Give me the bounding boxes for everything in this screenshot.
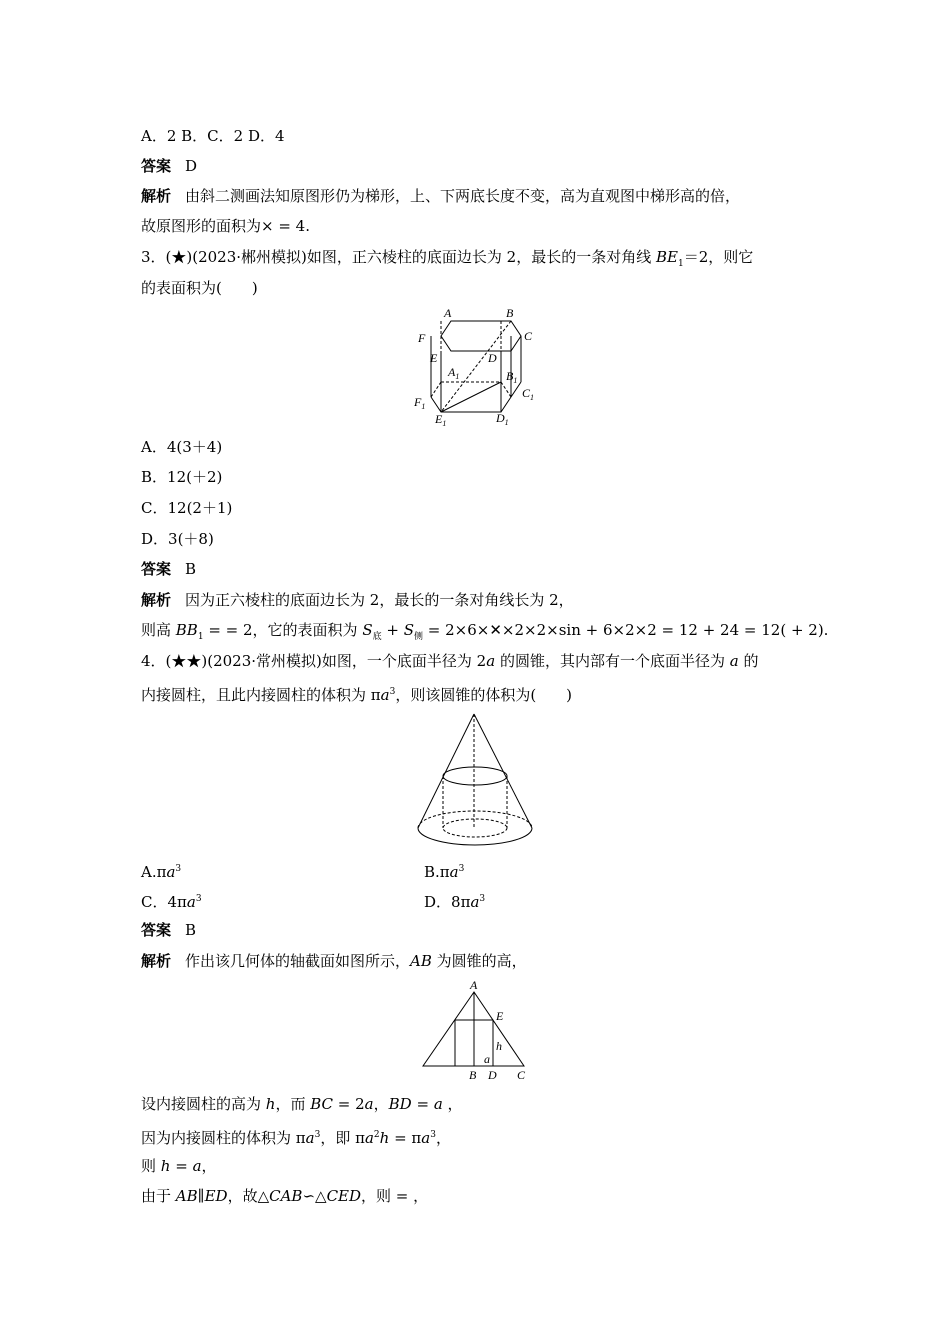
var-a: a bbox=[433, 1095, 443, 1113]
text: 为圆锥的高， bbox=[431, 952, 527, 970]
var-BB: BB bbox=[175, 621, 198, 639]
label-C1: $C_1$ bbox=[522, 386, 535, 402]
text: ，故△ bbox=[227, 1187, 270, 1205]
text: = bbox=[170, 1157, 193, 1175]
var-S: S bbox=[403, 621, 415, 639]
text: 内接圆柱，且此内接圆柱的体积为 π bbox=[141, 686, 381, 704]
sup: 3 bbox=[175, 864, 182, 874]
var-a: a bbox=[186, 893, 196, 911]
label-A: A bbox=[444, 306, 452, 320]
label-A1: $A_1$ bbox=[448, 365, 460, 381]
text: 设内接圆柱的高为 bbox=[141, 1095, 266, 1113]
var-BC: BC bbox=[310, 1095, 334, 1113]
q3-stem-2: 的表面积为( ) bbox=[141, 279, 258, 297]
var-a: a bbox=[729, 652, 739, 670]
var-ED: ED bbox=[204, 1187, 228, 1205]
answer-value: D bbox=[185, 157, 198, 175]
answer-label: 答案 bbox=[141, 560, 172, 578]
analysis-label: 解析 bbox=[141, 591, 172, 609]
var-a: a bbox=[380, 686, 390, 704]
q4-set-line bbox=[141, 1094, 463, 1114]
q3-stem-text: 3．(★)(2023·郴州模拟)如图，正六棱柱的底面边长为 2，最长的一条对角线 bbox=[141, 248, 656, 266]
text: A.π bbox=[141, 863, 167, 881]
var-BE: BE bbox=[655, 248, 678, 266]
q3-analysis-1 bbox=[141, 590, 574, 610]
text: 则 bbox=[141, 1157, 161, 1175]
text: = = 2，它的表面积为 bbox=[203, 621, 363, 639]
analysis-label: 解析 bbox=[141, 187, 172, 205]
label-B: B bbox=[506, 306, 514, 320]
cross-section-figure bbox=[418, 978, 533, 1084]
sup: 3 bbox=[458, 864, 465, 874]
text: ，而 bbox=[275, 1095, 311, 1113]
var-a: a bbox=[192, 1157, 202, 1175]
label-D1: $D_1$ bbox=[496, 411, 509, 427]
sup: 3 bbox=[430, 1130, 436, 1140]
sup: 3 bbox=[314, 1130, 321, 1140]
text: 作出该几何体的轴截面如图所示， bbox=[185, 952, 411, 970]
analysis-label: 解析 bbox=[141, 952, 172, 970]
var-AB: AB bbox=[175, 1187, 198, 1205]
text: + bbox=[381, 621, 404, 639]
var-a: a bbox=[305, 1129, 315, 1147]
q4-stem-2 bbox=[141, 682, 572, 705]
text: = bbox=[411, 1095, 434, 1113]
label-D: D bbox=[488, 1068, 497, 1082]
q4-volume-line bbox=[141, 1125, 451, 1148]
q4-option-b bbox=[424, 859, 464, 882]
text: = 2 bbox=[333, 1095, 365, 1113]
q2-analysis-2: 故原图形的面积为× = 4. bbox=[141, 217, 310, 235]
var-AB: AB bbox=[410, 952, 432, 970]
var-a: a bbox=[364, 1129, 374, 1147]
text: 4．(★★)(2023·常州模拟)如图，一个底面半径为 2 bbox=[141, 652, 487, 670]
q4-stem-1 bbox=[141, 651, 758, 671]
var-CED: CED bbox=[326, 1187, 362, 1205]
label-C: C bbox=[524, 329, 533, 343]
q2-answer bbox=[141, 156, 197, 176]
answer-label: 答案 bbox=[141, 921, 172, 939]
sup: 3 bbox=[195, 894, 202, 904]
answer-label: 答案 bbox=[141, 157, 172, 175]
text: ， bbox=[373, 1095, 389, 1113]
label-A: A bbox=[470, 978, 478, 992]
sub: 1 bbox=[677, 259, 684, 269]
label-E: E bbox=[496, 1009, 504, 1023]
label-C: C bbox=[517, 1068, 526, 1082]
analysis-text: 因为正六棱柱的底面边长为 2，最长的一条对角线长为 2， bbox=[185, 591, 574, 609]
var-h: h bbox=[160, 1157, 171, 1175]
q3-answer bbox=[141, 559, 196, 579]
sup: 3 bbox=[389, 687, 396, 697]
text: ，则该圆锥的体积为( ) bbox=[395, 686, 573, 704]
var-a: a bbox=[486, 652, 496, 670]
text: 因为内接圆柱的体积为 π bbox=[141, 1129, 306, 1147]
text: ， bbox=[435, 1129, 451, 1147]
q4-option-a bbox=[141, 859, 181, 882]
label-h: h bbox=[496, 1039, 502, 1053]
q4-then-line bbox=[141, 1156, 217, 1176]
label-F1: $F_1$ bbox=[414, 395, 426, 411]
label-B: B bbox=[469, 1068, 477, 1082]
analysis-text: 由斜二测画法知原图形仍为梯形，上、下两底长度不变，高为直观图中梯形高的倍， bbox=[185, 187, 741, 205]
text: 则高 bbox=[141, 621, 176, 639]
text: C．4π bbox=[141, 893, 187, 911]
q2-analysis-1 bbox=[141, 186, 740, 206]
text: ∥ bbox=[197, 1187, 205, 1205]
var-h: h bbox=[379, 1129, 390, 1147]
q3-option-d: D．3(＋8) bbox=[141, 530, 214, 548]
var-BD: BD bbox=[388, 1095, 412, 1113]
text: = π bbox=[389, 1129, 422, 1147]
hexagonal-prism-figure bbox=[410, 302, 555, 432]
text: B.π bbox=[424, 863, 450, 881]
q3-stem-tail: ＝2，则它 bbox=[683, 248, 754, 266]
var-a: a bbox=[364, 1095, 374, 1113]
q4-similar-line bbox=[141, 1186, 428, 1206]
sup: 3 bbox=[479, 894, 486, 904]
q2-options: A．2 B．C．2 D．4 bbox=[141, 127, 285, 145]
q3-option-a: A．4(3＋4) bbox=[141, 438, 223, 456]
var-h: h bbox=[265, 1095, 276, 1113]
q3-stem-1 bbox=[141, 247, 753, 274]
text: ， bbox=[442, 1095, 463, 1113]
label-E1: $E_1$ bbox=[435, 412, 447, 428]
answer-value: B bbox=[185, 560, 197, 578]
q3-option-b: B．12(＋2) bbox=[141, 468, 223, 486]
label-E: E bbox=[430, 351, 438, 365]
var-CAB: CAB bbox=[269, 1187, 303, 1205]
sub: 侧 bbox=[414, 632, 424, 642]
text: D．8π bbox=[424, 893, 471, 911]
q4-option-c bbox=[141, 889, 202, 912]
var-S: S bbox=[362, 621, 373, 639]
answer-value: B bbox=[185, 921, 197, 939]
q4-option-d bbox=[424, 889, 485, 912]
q3-option-c: C．12(2＋1) bbox=[141, 499, 233, 517]
text: ，即 π bbox=[320, 1129, 365, 1147]
sub: 底 bbox=[372, 632, 382, 642]
label-a: a bbox=[484, 1052, 490, 1066]
text: 由于 bbox=[141, 1187, 176, 1205]
text: 的圆锥，其内部有一个底面半径为 bbox=[495, 652, 730, 670]
label-D: D bbox=[488, 351, 497, 365]
label-B1: $B_1$ bbox=[506, 369, 518, 385]
var-a: a bbox=[421, 1129, 431, 1147]
text: 的 bbox=[738, 652, 759, 670]
var-a: a bbox=[166, 863, 176, 881]
label-F: F bbox=[418, 331, 426, 345]
text: = 2×6×✕×2×2×sin + 6×2×2 = 12 + 24 = 12( + 2). bbox=[423, 621, 829, 639]
text: ，则 = ， bbox=[361, 1187, 429, 1205]
sup: 2 bbox=[373, 1130, 380, 1140]
cone-cylinder-figure bbox=[410, 710, 540, 850]
q4-analysis-1 bbox=[141, 951, 527, 971]
q3-analysis-2 bbox=[141, 620, 828, 647]
text: ， bbox=[201, 1157, 217, 1175]
text: ∽△ bbox=[302, 1187, 327, 1205]
q4-answer bbox=[141, 920, 196, 940]
var-a: a bbox=[449, 863, 459, 881]
sub: 1 bbox=[197, 632, 204, 642]
var-a: a bbox=[470, 893, 480, 911]
